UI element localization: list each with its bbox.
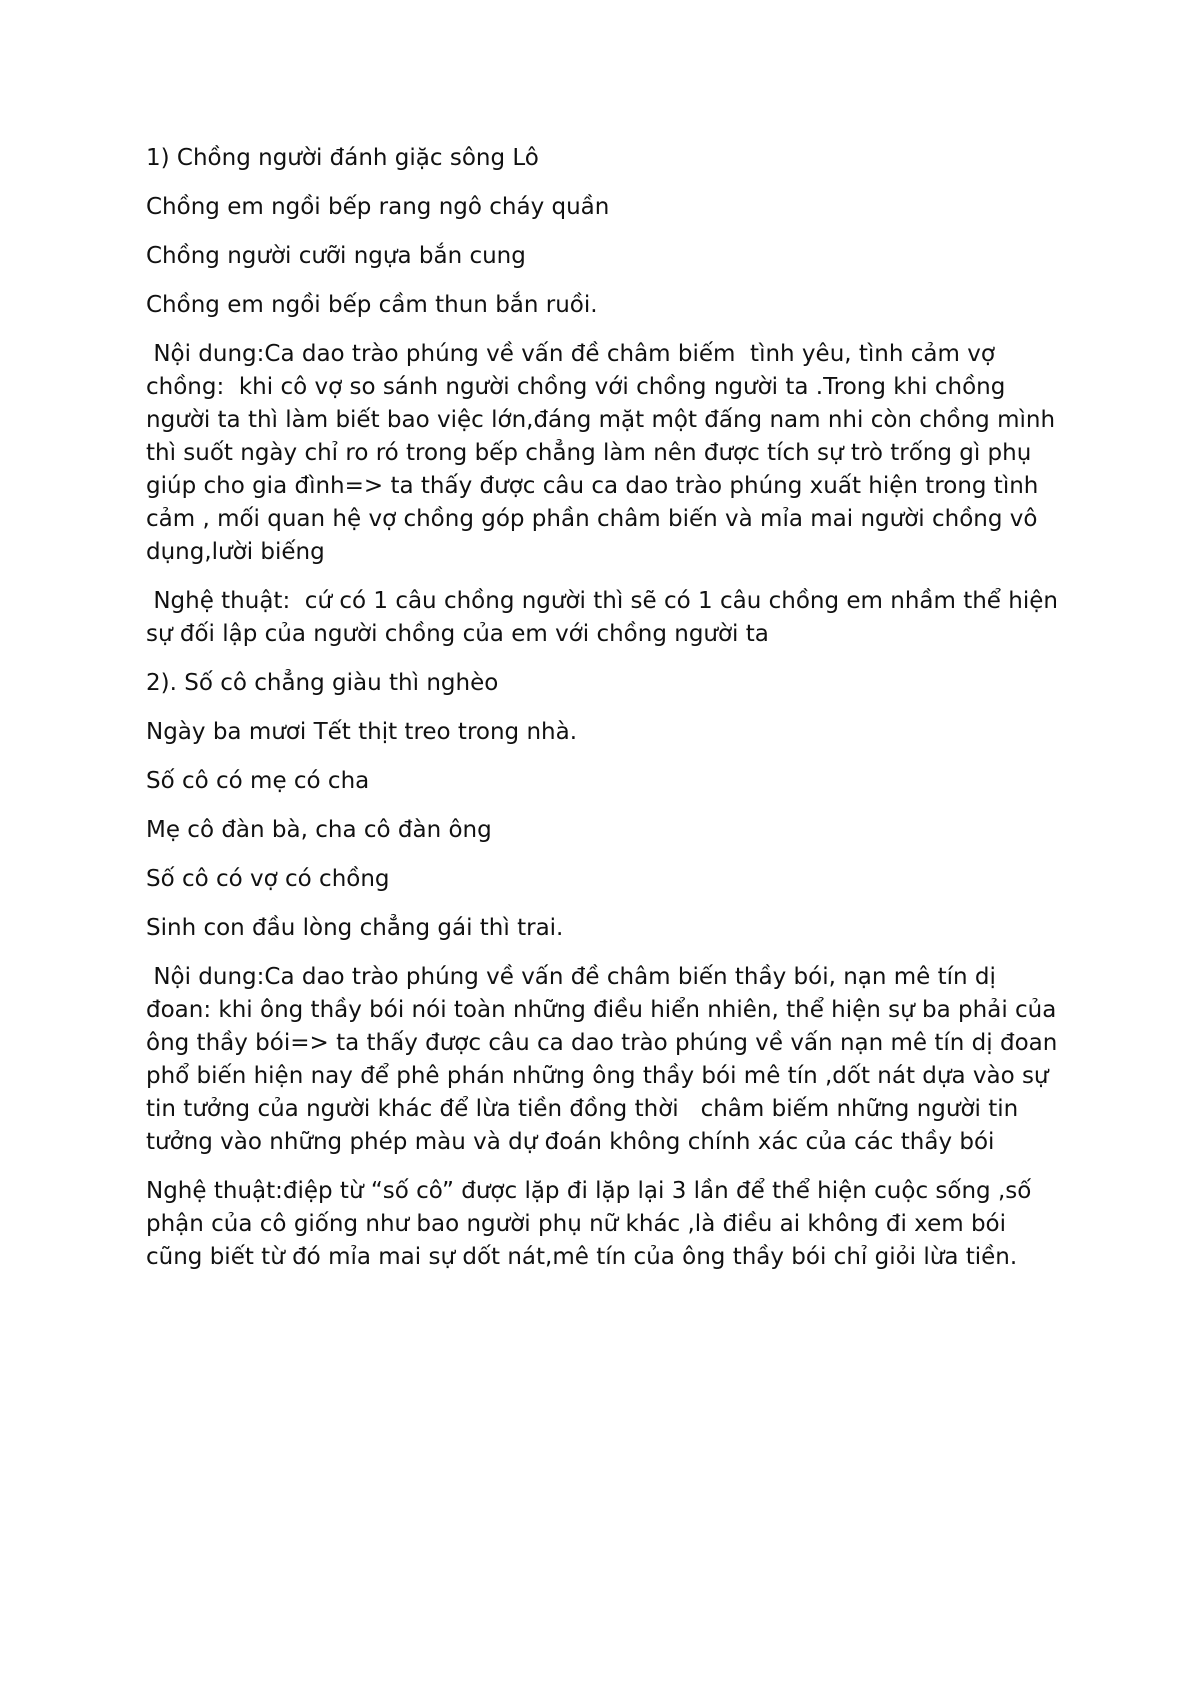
verse-line: Số cô có vợ có chồng: [146, 866, 390, 892]
verse-line: Chồng em ngồi bếp rang ngô cháy quần: [146, 194, 610, 220]
content-paragraph: Nội dung:Ca dao trào phúng về vấn đề châm biếm tình yêu, tình cảm vợ chồng: khi cô vợ so sánh người chồng với chồng người ta .Trong khi chồng người ta thì làm biết bao việc lớn,đáng mặt một đấng nam nhi còn chồng mình thì suốt ngày chỉ ro ró trong bếp chẳng làm nên được tích sự trò trống gì phụ giúp cho gia đình=> ta thấy được câu ca dao trào phúng xuất hiện trong tình cảm , mối quan hệ vợ chồng góp phần châm biến và mỉa mai người chồng vô dụng,lười biếng: [146, 341, 1063, 565]
verse-line: 2). Số cô chẳng giàu thì nghèo: [146, 670, 499, 696]
verse-line: Mẹ cô đàn bà, cha cô đàn ông: [146, 817, 492, 843]
content-paragraph: Nội dung:Ca dao trào phúng về vấn đề châm biến thầy bói, nạn mê tín dị đoan: khi ông thầy bói nói toàn những điều hiển nhiên, thể hiện sự ba phải của ông thầy bói=> ta thấy được câu ca dao trào phúng về vấn nạn mê tín dị đoan phổ biến hiện nay để phê phán những ông thầy bói mê tín ,dốt nát dựa vào sự tin tưởng của người khác để lừa tiền đồng thời châm biếm những người tin tưởng vào những phép màu và dự đoán không chính xác của các thầy bói: [146, 964, 1065, 1155]
verse-line: Chồng người cưỡi ngựa bắn cung: [146, 243, 526, 269]
section-1: [146, 142, 1066, 651]
document-body: [146, 142, 1066, 1290]
art-paragraph: Nghệ thuật:điệp từ “số cô” được lặp đi lặp lại 3 lần để thể hiện cuộc sống ,số phận của cô giống như bao người phụ nữ khác ,là điều ai không đi xem bói cũng biết từ đó mỉa mai sự dốt nát,mê tín của ông thầy bói chỉ giỏi lừa tiền.: [146, 1178, 1039, 1270]
verse-line: Chồng em ngồi bếp cầm thun bắn ruồi.: [146, 292, 598, 318]
section-2: [146, 667, 1066, 1274]
verse-line: Sinh con đầu lòng chẳng gái thì trai.: [146, 915, 564, 941]
verse-line: Số cô có mẹ có cha: [146, 768, 370, 794]
art-paragraph: Nghệ thuật: cứ có 1 câu chồng người thì sẽ có 1 câu chồng em nhầm thể hiện sự đối lập của người chồng của em với chồng người ta: [146, 588, 1066, 647]
verse-line: 1) Chồng người đánh giặc sông Lô: [146, 145, 539, 171]
verse-line: Ngày ba mươi Tết thịt treo trong nhà.: [146, 719, 578, 745]
